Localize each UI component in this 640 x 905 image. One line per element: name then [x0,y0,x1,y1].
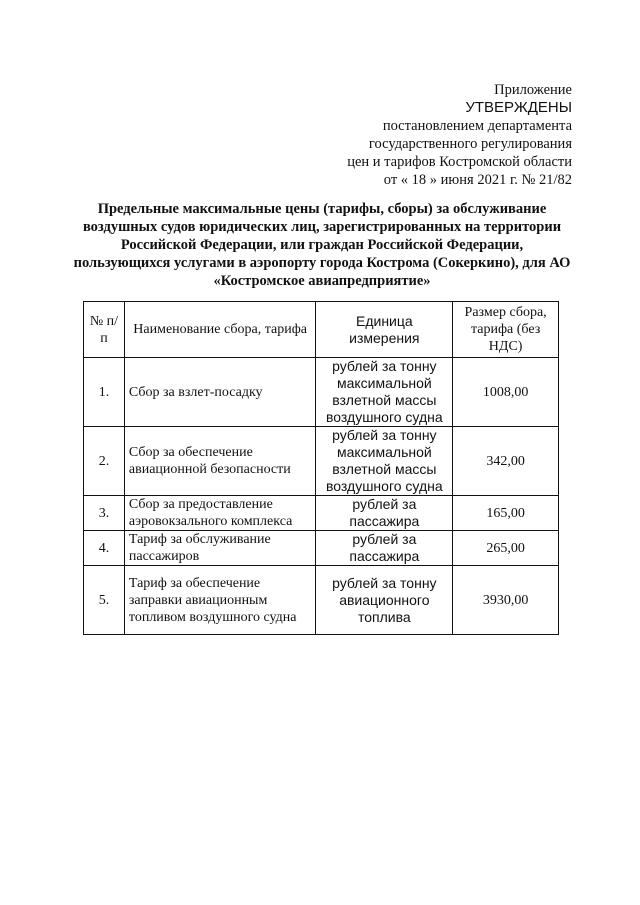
row-number: 2. [84,427,125,496]
table-row [84,531,559,566]
table-row [84,427,559,496]
approval-line-regulation: государственного регулирования [368,136,572,152]
approved-label: УТВЕРЖДЕНЫ [465,99,572,116]
row-name: Сбор за взлет-посадку [124,358,316,427]
row-value: 1008,00 [453,358,559,427]
row-value: 265,00 [453,531,559,566]
row-value: 342,00 [453,427,559,496]
approval-block [347,81,572,189]
row-name: Тариф за обеспечение заправки авиационным топливом воздушного судна [124,566,316,635]
header-value: Размер сбора, тарифа (без НДС) [453,302,559,358]
approval-line-resolution: постановлением департамента [382,118,572,134]
table-row [84,496,559,531]
document-title: Предельные максимальные цены (тарифы, сборы) за обслуживание воздушных судов юридических лиц, зарегистрированных на территории Российской Федерации, или граждан Российской Федерации, пользующихся услугами в аэропорту города Кострома (Сокеркино), для АО «Костромское авиапредприятие» [73,201,571,289]
approval-date-number: от « 18 » июня 2021 г. № 21/82 [383,172,572,188]
appendix-label: Приложение [494,82,572,98]
row-number: 3. [84,496,125,531]
table-row [84,566,559,635]
row-value: 3930,00 [453,566,559,635]
tariffs-table [83,301,559,635]
row-unit: рублей за тонну авиационного топлива [316,566,453,635]
header-name: Наименование сбора, тарифа [124,302,316,358]
row-name: Сбор за предоставление аэровокзального комплекса [124,496,316,531]
table-row [84,358,559,427]
row-unit: рублей за пассажира [316,531,453,566]
row-name: Тариф за обслуживание пассажиров [124,531,316,566]
header-unit: Единица измерения [316,302,453,358]
row-number: 4. [84,531,125,566]
approval-line-department: цен и тарифов Костромской области [347,154,572,170]
row-unit: рублей за пассажира [316,496,453,531]
row-value: 165,00 [453,496,559,531]
row-number: 1. [84,358,125,427]
row-unit: рублей за тонну максимальной взлетной массы воздушного судна [316,358,453,427]
row-unit: рублей за тонну максимальной взлетной массы воздушного судна [316,427,453,496]
table-header-row [84,302,559,358]
header-number: № п/п [84,302,125,358]
row-name: Сбор за обеспечение авиационной безопасности [124,427,316,496]
row-number: 5. [84,566,125,635]
